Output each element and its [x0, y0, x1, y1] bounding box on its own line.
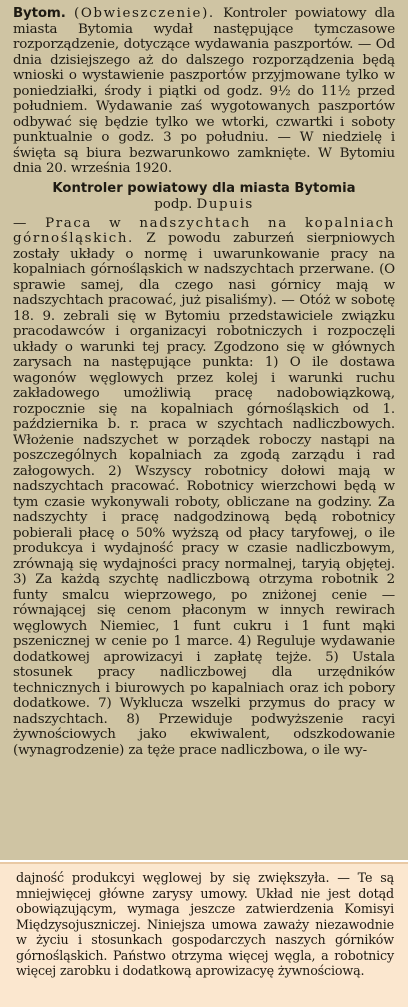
notice-signature: [13, 197, 395, 213]
article-paragraph: [13, 216, 395, 759]
notice-place-name: Bytom.: [13, 6, 66, 21]
article-body: Z powodu zaburzeń sierpniowych zostały układy o normę i uwarunkowanie pracy na kopalniach górnośląskich w nadszychtach przerwane. (O sprawie samej, dla czego nasi górnicy mają w nadszychtach pracować, już pisaliśmy). — Otóż w sobotę 18. 9. zebrali się w Bytomiu przedstawiciele związku pracodawców i organizacyi robotniczych i rozpoczęli układy o warunki tej pracy. Zgodzono się w głównych zarysach na następujące punkta: 1) O ile dostawa wagonów węglowych przez kolej i warunki ruchu zakładowego umożliwią pracę nadobowiązkową, rozpocznie się na kopalniach górnośląskich od 1. października b. r. praca w szychtach nadliczbowych. Włożenie nadszychet w porządek roboczy nastąpi na poszczególnych kopalniach za zgodą zarządu i rad załogowych. 2) Wszyscy robotnicy dołowi mają w nadszychtach pracować. Robotnicy wierzchowi będą w tym czasie wykonywali roboty, obliczane na godziny. Za nadszychty i pracę nadgodzinową będą robotnicy pobierali płacę o 50% wyższą od płacy taryfowej, o ile produkcya i wydajność pracy w czasie nadliczbowym, zrównają się wydajności pracy normalnej, taryią objętej. 3) Za każdą szychtę nadliczbową otrzyma robotnik 2 funty smalcu wieprzowego, po zniżonej cenie — równającej się cenom płaconym w innych rewirach węglowych Niemiec, 1 funt cukru i 1 funt mąki pszenicznej w cenie po 1 marce. 4) Reguluje wydawanie dodatkowej aprowizacyi i zapłatę tejże. 5) Ustala stosunek pracy nadliczbowej dla urzędników technicznych i biurowych po kapalniach oraz ich pobory dodatkowe. 7) Wyklucza wszelki przymus do pracy w nadszychtach. 8) Przewiduje podwyższenie racyi żywnościowych jako ekwiwalent, odszkodowanie (wynagrodzenie) za tęże prace nadliczbowa, o ile wy-: [13, 231, 395, 758]
notice-signature-name: Dupuis: [196, 196, 254, 212]
notice-signature-heading: Kontroler powiatowy dla miasta Bytomia: [52, 180, 356, 196]
newspaper-clipping-continuation: [0, 862, 408, 1007]
notice-body: Kontroler powiatowy dla miasta Bytomia wydał następujące tymczasowe rozporządzenie, dotyczące wydawania paszportów. — Od dnia dzisiejszego aż do dalszego rozporządzenia będą wnioski o wystawienie paszportów przyjmowane tylko w poniedziałki, środy i piątki od godz. 9½ do 11½ przed południem. Wydawanie zaś wygotowanych paszportów odbywać się będzie tylko we wtorki, czwartki i soboty punktualnie o godz. 3 po południu. — W niedzielę i święta są biura bezwarunkowo zamknięte. W Bytomiu dnia 20. września 1920.: [13, 6, 395, 176]
article-lead: — Praca w nadszychtach na kopalniach górnośląskich.: [13, 215, 395, 246]
continuation-paragraph: dajność produkcyi węglowej by się zwiększyła. — Te są mniejwięcej główne zarysy umowy. Układ nie jest dotąd obowiązującym, wymaga jeszcze zatwierdzenia Komisyi Międzysojuszniczej. Niniejsza umowa zaważy niezawodnie w życiu i stosunkach gospodarczych naszych górników górnośląskich. Państwo otrzyma więcej węgla, a robotnicy więcej zarobku i dodatkową aprowizacyę żywnościową.: [16, 870, 394, 978]
notice-signature-prefix: podp.: [154, 196, 197, 212]
notice-paragraph: [13, 6, 395, 177]
notice-label: (Obwieszczenie).: [74, 6, 215, 21]
